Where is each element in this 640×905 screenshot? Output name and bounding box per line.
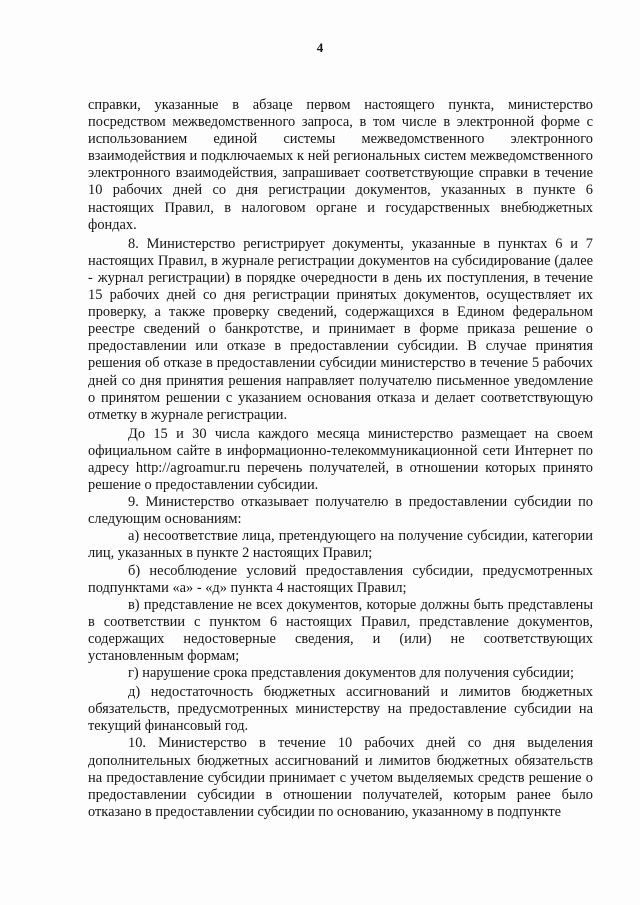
subitem-b: б) несоблюдение условий предоставления субсидии, предусмотренных подпунктами «а» - «д» пункта 4 настоящих Правил; — [88, 562, 593, 596]
subitem-g: г) нарушение срока представления документов для получения субсидии; — [128, 665, 574, 682]
page-number: 4 — [316, 40, 324, 55]
paragraph-item-8: 8. Министерство регистрирует документы, указанные в пунктах 6 и 7 настоящих Правил, в журнале регистрации документов на субсидирование (далее - журнал регистрации) в порядке очередности в день их поступления, в течение 15 рабочих дней со дня регистрации принятых документов, осуществляет их проверку, а также проверку сведений, содержащихся в Едином федеральном реестре сведений о банкротстве, и принимает в форме приказа решение о предоставлении или отказе в предоставлении субсидии. В случае принятия решения об отказе в предоставлении субсидии министерство в течение 5 рабочих дней со дня принятия решения направляет получателю письменное уведомление о принятом решении с указанием основания отказа и делает соответствующую отметку в журнале регистрации. — [88, 235, 593, 423]
paragraph-publication-notice: До 15 и 30 числа каждого месяца министерство размещает на своем официальном сайте в информационно-телекоммуникационной сети Интернет по адресу http://agroamur.ru перечень получателей, в отношении которых принято решение о предоставлении субсидии. — [88, 425, 593, 494]
paragraph-item-10: 10. Министерство в течение 10 рабочих дней со дня выделения дополнительных бюджетных ассигнований и лимитов бюджетных обязательств на предоставление субсидии принимает с учетом выделяемых средств решение о предоставлении субсидии в отношении получателей, которым ранее было отказано в предоставлении субсидии по основанию, указанному в подпункте — [88, 735, 593, 820]
subitem-v: в) представление не всех документов, которые должны быть представлены в соответствии с пунктом 6 настоящих Правил, представление документов, содержащих недостоверные сведения, и (или) не соответствующих установленным формам; — [88, 596, 593, 664]
subitem-a: а) несоответствие лица, претендующего на получение субсидии, категории лиц, указанных в пункте 2 настоящих Правил; — [88, 528, 593, 562]
document-body — [88, 97, 593, 821]
paragraph-continuation: справки, указанные в абзаце первом настоящего пункта, министерство посредством межведомственного запроса, в том числе в электронной форме с использованием единой системы межведомственного электронного взаимодействия и подключаемых к ней региональных систем межведомственного электронного взаимодействия, запрашивает соответствующие справки в течение 10 рабочих дней со дня регистрации документов, указанных в пункте 6 настоящих Правил, в налоговом органе и государственных внебюджетных фондах. — [88, 97, 593, 233]
subitem-d: д) недостаточность бюджетных ассигнований и лимитов бюджетных обязательств, предусмотренных министерству на предоставление субсидии на текущий финансовый год. — [88, 684, 593, 735]
paragraph-item-9: 9. Министерство отказывает получателю в предоставлении субсидии по следующим основаниям: — [88, 494, 593, 528]
